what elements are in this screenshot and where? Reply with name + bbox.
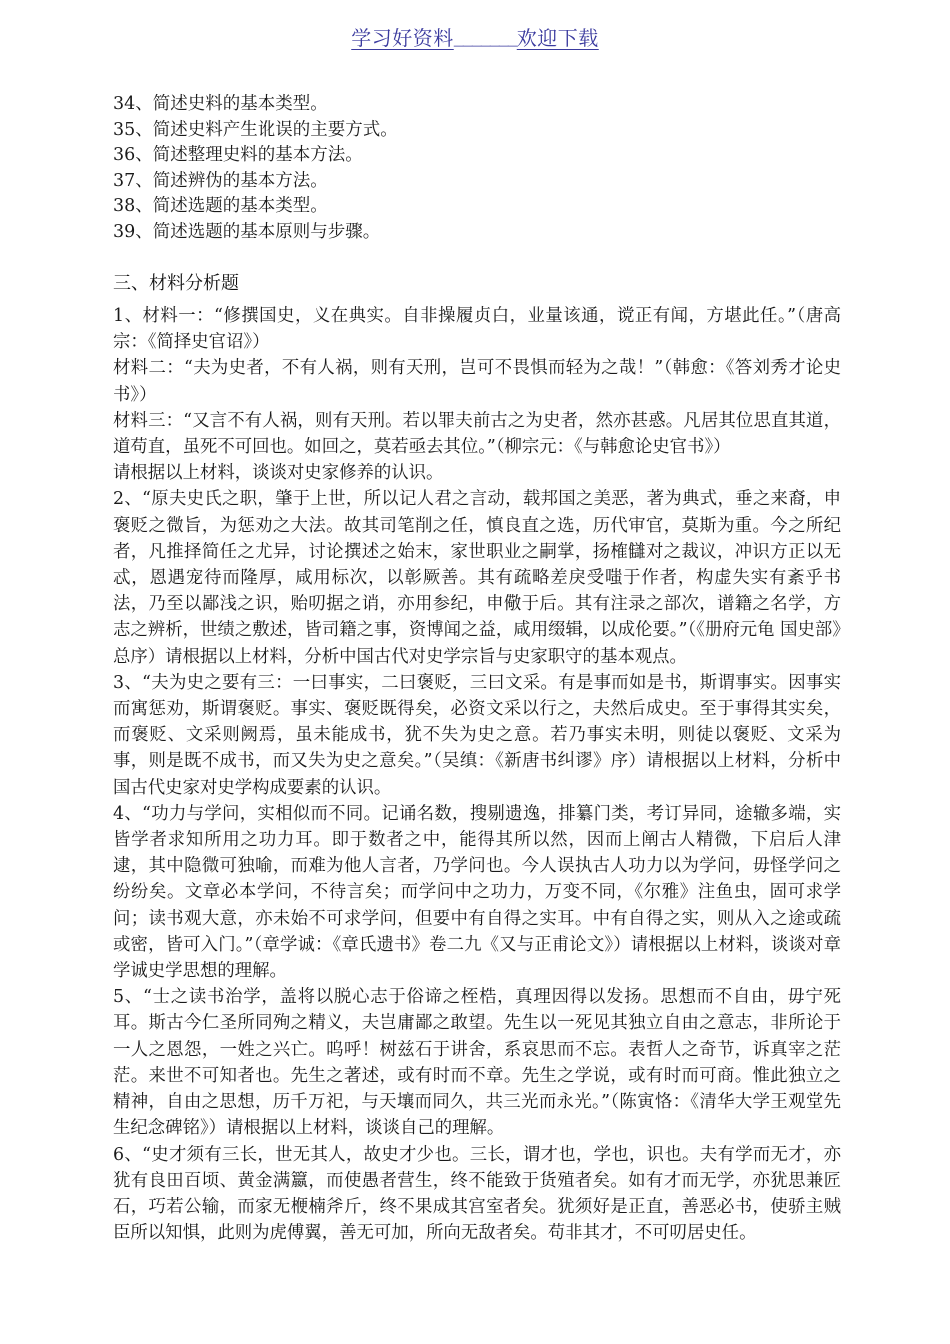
material-question-4 [113,801,841,984]
paragraph: 6、“史才须有三长，世无其人，故史才少也。三长，谓才也，学也，识也。夫有学而无才，亦犹有良田百顷、黄金满籝，而使愚者营生，终不能致于货殖者矣。如有才而无学，亦犹思兼匠石，巧若公输，而家无楩楠斧斤，终不果成其宫室者矣。犹须好是正直，善恶必书，使骄主贼臣所以知惧，此则为虎傅翼，善无可加，所向无敌者矣。苟非其才，不可叨居史任。 [113,1144,841,1244]
list-item: 35、简述史料产生讹误的主要方式。 [113,119,398,140]
list-item: 36、简述整理史料的基本方法。 [113,145,363,165]
paragraph: 请根据以上材料，谈谈对史家修养的认识。 [113,463,444,484]
short-answer-list [113,92,841,245]
list-item: 34、简述史料的基本类型。 [113,94,328,114]
paragraph: 材料三：“又言不有人祸，则有天刑。若以罪夫前古之为史者，然亦甚惑。凡居其位思直其道，道苟直，虽死不可回也。如回之，莫若亟去其位。”（柳宗元：《与韩愈论史官书》） [113,410,841,458]
header-right-text: 欢迎下载 [516,26,599,50]
paragraph: 1、材料一：“修撰国史，义在典实。自非操履贞白，业量该通，谠正有闻，方堪此任。”（唐高宗：《简择史官诏》） [113,306,841,353]
material-question-2 [113,486,841,669]
paragraph: 3、“夫为史之要有三：一曰事实，二曰褒贬，三曰文采。有是事而如是书，斯谓事实。因事实而寓惩劝，斯谓褒贬。事实、褒贬既得矣，必资文采以行之，夫然后成史。至于事得其实矣，而褒贬、文采则阙焉，虽未能成书，犹不失为史之意。若乃事实未明，则徒以褒贬、文采为事，则是既不成书，而又失为史之意矣。”（吴缜：《新唐书纠谬》序）请根据以上材料，分析中国古代史家对史学构成要素的认识。 [113,672,841,798]
list-item: 38、简述选题的基本类型。 [113,196,328,216]
paragraph: 2、“原夫史氏之职，肇于上世，所以记人君之言动，载邦国之美恶，著为典式，垂之来裔，申褒贬之微旨，为惩劝之大法。故其司笔削之任，慎良直之选，历代审官，莫斯为重。今之所纪者，凡推择简任之尤异，讨论撰述之始末，家世职业之嗣掌，扬榷讎对之裁议，冲识方正以无忒，恩遇宠待而隆厚，咸用标次，以彰厥善。其有疏略差戾受嗤于作者，构虚失实有紊乎书法，乃至以鄙浅之识，贻叨据之诮，亦用参纪，申儆于后。其有注录之部次，谱籍之名学，方志之辨析，世绩之敷述，皆司籍之事，资博闻之益，咸用缀辑，以成伦要。”（《册府元龟 国史部》总序）请根据以上材料，分析中国古代对史学宗旨与史家职守的基本观点。 [113,489,841,667]
material-question-1 [113,303,841,486]
material-question-6 [113,1142,841,1247]
paragraph: 5、“士之读书治学，盖将以脱心志于俗谛之桎梏，真理因得以发扬。思想而不自由，毋宁死耳。斯古今仁圣所同殉之精义，夫岂庸鄙之敢望。先生以一死见其独立自由之意志，非所论于一人之恩怨，一姓之兴亡。呜呼！树兹石于讲舍，系哀思而不忘。表哲人之奇节，诉真宰之茫茫。来世不可知者也。先生之著述，或有时而不章。先生之学说，或有时而可商。惟此独立之精神，自由之思想，历千万祀，与天壤而同久，共三光而永光。”（陈寅恪：《清华大学王观堂先生纪念碑铭》）请根据以上材料，谈谈自己的理解。 [113,987,841,1139]
list-item: 39、简述选题的基本原则与步骤。 [113,221,381,242]
material-question-5 [113,984,841,1141]
list-item: 37、简述辨伪的基本方法。 [113,170,328,191]
header-dash-separator: _______ [453,23,517,47]
material-question-3 [113,670,841,801]
document-content [113,92,841,1246]
page-header-watermark [0,22,950,51]
paragraph: 4、“功力与学问，实相似而不同。记诵名数，搜剔遗逸，排纂门类，考订异同，途辙多端，实皆学者求知所用之功力耳。即于数者之中，能得其所以然，因而上阐古人精微，下启后人津逮，其中隐微可独喻，而难为他人言者，乃学问也。今人误执古人功力以为学问，毋怪学问之纷纷矣。文章必本学问，不待言矣；而学问中之功力，万变不同，《尔雅》注鱼虫，固可求学问；读书观大意，亦未始不可求学问，但要中有自得之实耳。中有自得之实，则从入之途或疏或密，皆可入门。”（章学诚：《章氏遗书》卷二九《又与正甫论文》）请根据以上材料，谈谈对章学诚史学思想的理解。 [113,803,841,982]
paragraph: 材料二：“夫为史者，不有人祸，则有天刑，岂可不畏惧而轻为之哉！”（韩愈：《答刘秀才论史书》） [113,358,841,405]
header-left-text: 学习好资料 [351,26,454,50]
section-heading: 三、材料分析题 [113,273,239,294]
